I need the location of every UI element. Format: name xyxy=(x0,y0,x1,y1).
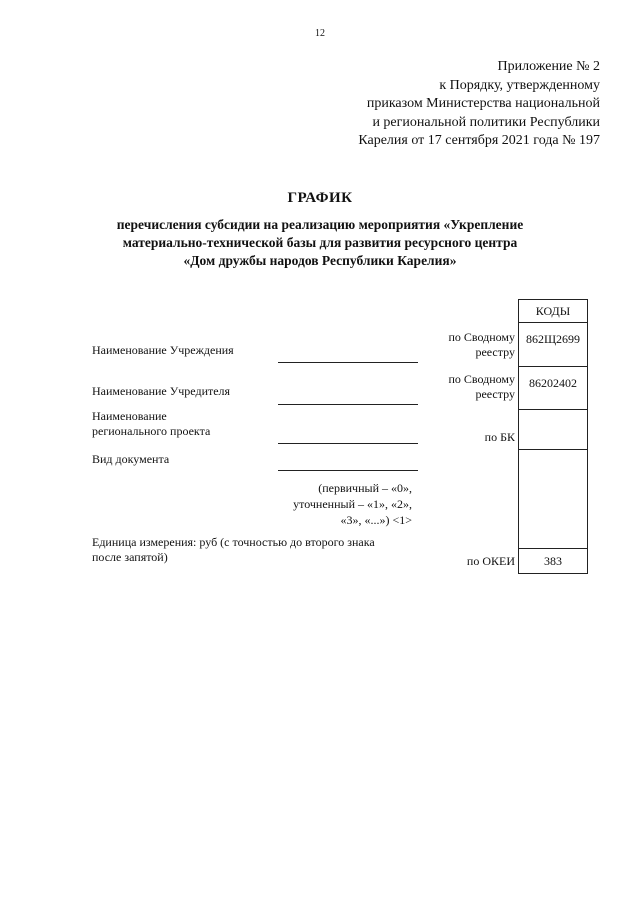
appendix-line: и региональной политики Республики xyxy=(372,114,600,130)
unit-code-cell: 383 xyxy=(518,548,588,574)
doc-type-label: Вид документа xyxy=(92,452,170,466)
qualifier-line: по Сводному xyxy=(448,330,515,344)
note-line: «3», «...») <1> xyxy=(340,513,412,527)
note-line: уточненный – «1», «2», xyxy=(293,497,412,511)
label-line: Единица измерения: руб (с точностью до второго знака xyxy=(92,535,375,549)
institution-code-cell: 862Щ2699 xyxy=(518,322,588,366)
qualifier-line: по Сводному xyxy=(448,372,515,386)
note-line: (первичный – «0», xyxy=(318,481,412,495)
project-code-cell xyxy=(518,409,588,450)
unit-qualifier: по ОКЕИ xyxy=(466,554,515,568)
subtitle-line: материально-технической базы для развития ресурсного центра xyxy=(122,235,518,250)
institution-qualifier xyxy=(448,330,515,360)
appendix-line: к Порядку, утвержденному xyxy=(439,77,600,93)
document-title: ГРАФИК xyxy=(287,190,353,206)
unit-label xyxy=(92,535,375,565)
institution-label: Наименование Учреждения xyxy=(92,343,234,357)
doc-type-note xyxy=(293,480,412,528)
appendix-line: приказом Министерства национальной xyxy=(366,96,600,111)
founder-code-cell: 86202402 xyxy=(518,366,588,410)
project-qualifier: по БК xyxy=(484,430,515,444)
founder-underline xyxy=(278,404,418,405)
qualifier-line: реестру xyxy=(475,387,515,401)
founder-qualifier xyxy=(448,372,515,402)
doc-type-code-cell xyxy=(518,449,588,549)
appendix-header xyxy=(358,58,600,151)
document-subtitle xyxy=(60,216,580,270)
founder-label: Наименование Учредителя xyxy=(92,384,231,398)
doc-type-underline xyxy=(278,470,418,471)
page-number: 12 xyxy=(315,28,325,39)
appendix-line: Приложение № 2 xyxy=(497,59,600,74)
institution-underline xyxy=(278,362,418,363)
label-line: после запятой) xyxy=(92,550,168,564)
subtitle-line: перечисления субсидии на реализацию мероприятия «Укрепление xyxy=(116,217,524,232)
qualifier-line: реестру xyxy=(475,345,515,359)
label-line: регионального проекта xyxy=(92,424,211,438)
project-underline xyxy=(278,443,418,444)
project-label xyxy=(92,409,210,439)
label-line: Наименование xyxy=(92,409,167,423)
subtitle-line: «Дом дружбы народов Республики Карелия» xyxy=(183,253,457,268)
codes-header-cell: КОДЫ xyxy=(518,299,588,323)
appendix-line: Карелия от 17 сентября 2021 года № 197 xyxy=(358,133,600,148)
